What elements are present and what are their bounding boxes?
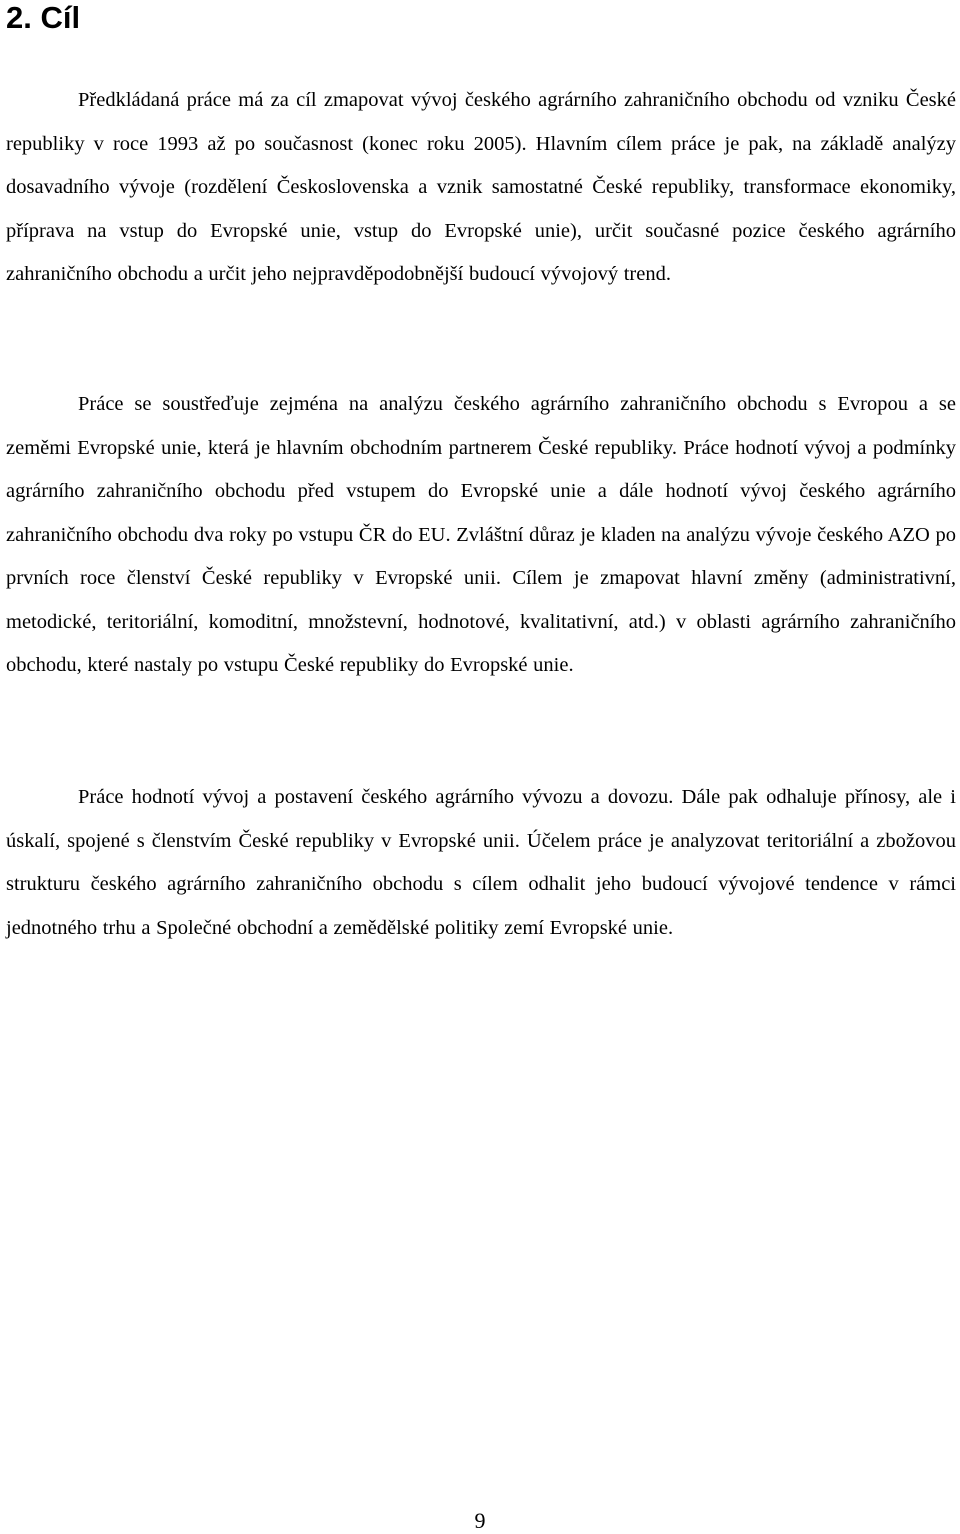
paragraph-export-import-evaluation: Práce hodnotí vývoj a postavení českého agrárního vývozu a dovozu. Dále pak odhaluje přínosy, ale i úskalí, spojené s členstvím České republiky v Evropské unii. Účelem práce je analyzovat teritoriální a zbožovou strukturu českého agrárního zahraničního obchodu s cílem odhalit jeho budoucí vývojové tendence v rámci jednotného trhu a Společné obchodní a zemědělské politiky zemí Evropské unie. xyxy=(6,786,956,939)
paragraph-focus-eu-trade: Práce se soustřeďuje zejména na analýzu českého agrárního zahraničního obchodu s Evropou a se zeměmi Evropské unie, která je hlavním obchodním partnerem České republiky. Práce hodnotí vývoj a podmínky agrárního zahraničního obchodu před vstupem do Evropské unie a dále hodnotí vývoj českého agrárního zahraničního obchodu dva roky po vstupu ČR do EU. Zvláštní důraz je kladen na analýzu vývoje českého AZO po prvních roce členství České republiky v Evropské unii. Cílem je zmapovat hlavní změny (administrativní, metodické, teritoriální, komoditní, množstevní, hodnotové, kvalitativní, atd.) v oblasti agrárního zahraničního obchodu, které nastaly po vstupu České republiky do Evropské unie. xyxy=(6,393,956,676)
section-heading: 2. Cíl xyxy=(6,0,81,35)
paragraph-goal-overview: Předkládaná práce má za cíl zmapovat vývoj českého agrárního zahraničního obchodu od vzniku České republiky v roce 1993 až po současnost (konec roku 2005). Hlavním cílem práce je pak, na základě analýzy dosavadního vývoje (rozdělení Československa a vznik samostatné České republiky, transformace ekonomiky, příprava na vstup do Evropské unie, vstup do Evropské unie), určit současné pozice českého agrárního zahraničního obchodu a určit jeho nejpravděpodobnější budoucí vývojový trend. xyxy=(6,89,956,285)
page-number: 9 xyxy=(474,1508,486,1533)
